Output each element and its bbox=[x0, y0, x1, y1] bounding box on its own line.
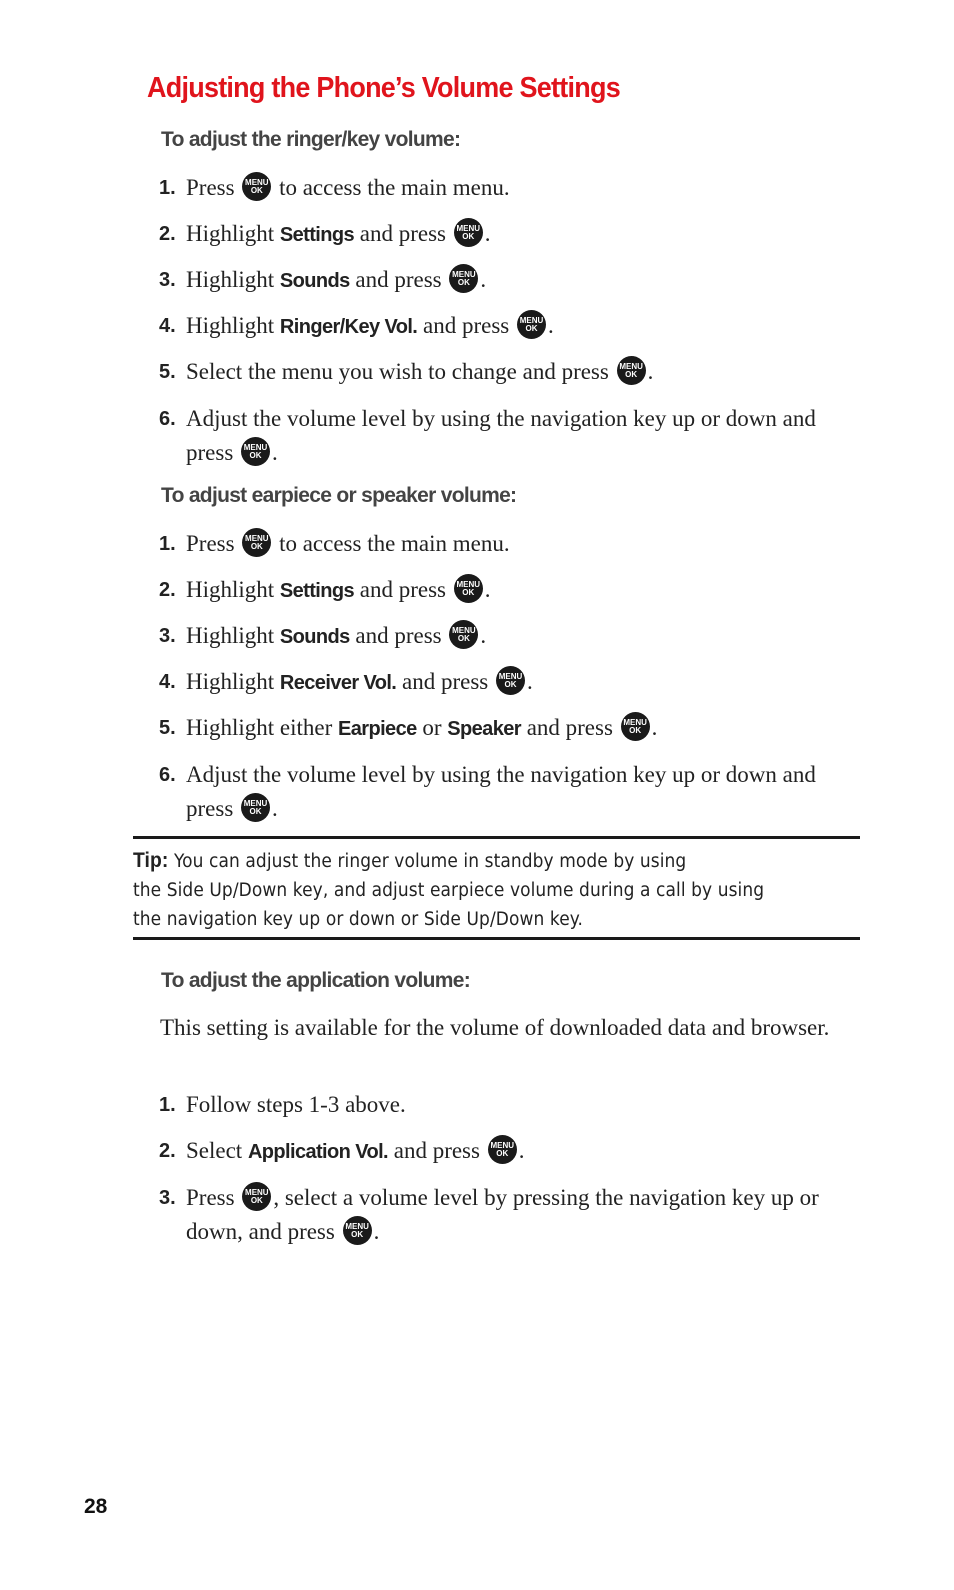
earpiece-step-2: 2. Highlight Settings and press MENU OK . bbox=[159, 573, 864, 608]
menu-ok-key-icon: MENU OK bbox=[449, 620, 478, 649]
step-number: 1. bbox=[159, 533, 176, 555]
tip-text-line: the navigation key up or down or Side Up/Down key. bbox=[133, 909, 584, 930]
menu-ok-key-icon: MENU OK bbox=[621, 712, 650, 741]
earpiece-step-4: 4. Highlight Receiver Vol. and press MENU OK . bbox=[159, 665, 864, 700]
application-step-3: 3. Press MENU OK , select a volume level by pressing the navigation key up or down, and press MENU OK . bbox=[159, 1181, 864, 1249]
menu-keyword: Application Vol. bbox=[247, 1141, 388, 1163]
earpiece-step-3: 3. Highlight Sounds and press MENU OK . bbox=[159, 619, 864, 654]
step-number: 4. bbox=[159, 315, 176, 337]
menu-ok-key-icon: MENU OK bbox=[241, 437, 270, 466]
ringer-step-6: 6. Adjust the volume level by using the navigation key up or down and press MENU OK . bbox=[159, 402, 864, 470]
menu-ok-key-icon: MENU OK bbox=[496, 666, 525, 695]
ringer-step-1: 1. Press MENU OK to access the main menu. bbox=[159, 171, 864, 205]
step-number: 3. bbox=[159, 625, 176, 647]
tip-box bbox=[133, 846, 860, 934]
page-title: Adjusting the Phone’s Volume Settings bbox=[147, 72, 620, 104]
tip-bottom-rule bbox=[133, 937, 860, 940]
menu-ok-key-icon: MENU OK bbox=[242, 1182, 271, 1211]
step-number: 6. bbox=[159, 408, 176, 430]
application-heading: To adjust the application volume: bbox=[161, 969, 471, 992]
menu-ok-key-icon: MENU OK bbox=[517, 310, 546, 339]
application-step-2: 2. Select Application Vol. and press MENU OK . bbox=[159, 1134, 864, 1169]
menu-ok-key-icon: MENU OK bbox=[242, 172, 271, 201]
step-number: 2. bbox=[159, 223, 176, 245]
ringer-heading: To adjust the ringer/key volume: bbox=[161, 128, 461, 151]
page-number: 28 bbox=[84, 1495, 108, 1518]
step-number: 2. bbox=[159, 579, 176, 601]
menu-keyword: Speaker bbox=[447, 718, 521, 740]
application-intro: This setting is available for the volume of downloaded data and browser. bbox=[160, 1015, 830, 1040]
menu-keyword: Ringer/Key Vol. bbox=[279, 316, 418, 338]
ringer-step-3: 3. Highlight Sounds and press MENU OK . bbox=[159, 263, 864, 298]
menu-keyword: Sounds bbox=[279, 626, 350, 648]
earpiece-step-1: 1. Press MENU OK to access the main menu. bbox=[159, 527, 864, 561]
menu-ok-key-icon: MENU OK bbox=[454, 218, 483, 247]
menu-ok-key-icon: MENU OK bbox=[454, 574, 483, 603]
ringer-step-2: 2. Highlight Settings and press MENU OK . bbox=[159, 217, 864, 252]
step-number: 5. bbox=[159, 361, 176, 383]
earpiece-step-6: 6. Adjust the volume level by using the navigation key up or down and press MENU OK . bbox=[159, 758, 864, 826]
ringer-step-4: 4. Highlight Ringer/Key Vol. and press MENU OK . bbox=[159, 309, 864, 344]
menu-keyword: Sounds bbox=[279, 270, 350, 292]
menu-keyword: Settings bbox=[279, 224, 355, 246]
application-step-1: 1. Follow steps 1-3 above. bbox=[159, 1088, 864, 1122]
tip-top-rule bbox=[133, 836, 860, 839]
earpiece-step-5: 5. Highlight either Earpiece or Speaker and press MENU OK . bbox=[159, 711, 864, 746]
menu-ok-key-icon: MENU OK bbox=[343, 1216, 372, 1245]
menu-ok-key-icon: MENU OK bbox=[488, 1135, 517, 1164]
step-number: 2. bbox=[159, 1140, 176, 1162]
ringer-step-5: 5. Select the menu you wish to change and press MENU OK . bbox=[159, 355, 864, 389]
tip-label: Tip: bbox=[133, 849, 169, 872]
step-number: 5. bbox=[159, 717, 176, 739]
step-number: 3. bbox=[159, 1187, 176, 1209]
tip-text-line: the Side Up/Down key, and adjust earpiece volume during a call by using bbox=[133, 880, 765, 901]
menu-ok-key-icon: MENU OK bbox=[241, 793, 270, 822]
tip-text-line: You can adjust the ringer volume in standby mode by using bbox=[173, 851, 687, 872]
step-number: 1. bbox=[159, 177, 176, 199]
menu-ok-key-icon: MENU OK bbox=[242, 528, 271, 557]
menu-keyword: Receiver Vol. bbox=[279, 672, 397, 694]
earpiece-heading: To adjust earpiece or speaker volume: bbox=[161, 484, 517, 507]
menu-keyword: Settings bbox=[279, 580, 355, 602]
step-number: 4. bbox=[159, 671, 176, 693]
menu-keyword: Earpiece bbox=[338, 718, 417, 740]
step-number: 6. bbox=[159, 764, 176, 786]
step-number: 1. bbox=[159, 1094, 176, 1116]
step-number: 3. bbox=[159, 269, 176, 291]
menu-ok-key-icon: MENU OK bbox=[449, 264, 478, 293]
menu-ok-key-icon: MENU OK bbox=[617, 356, 646, 385]
